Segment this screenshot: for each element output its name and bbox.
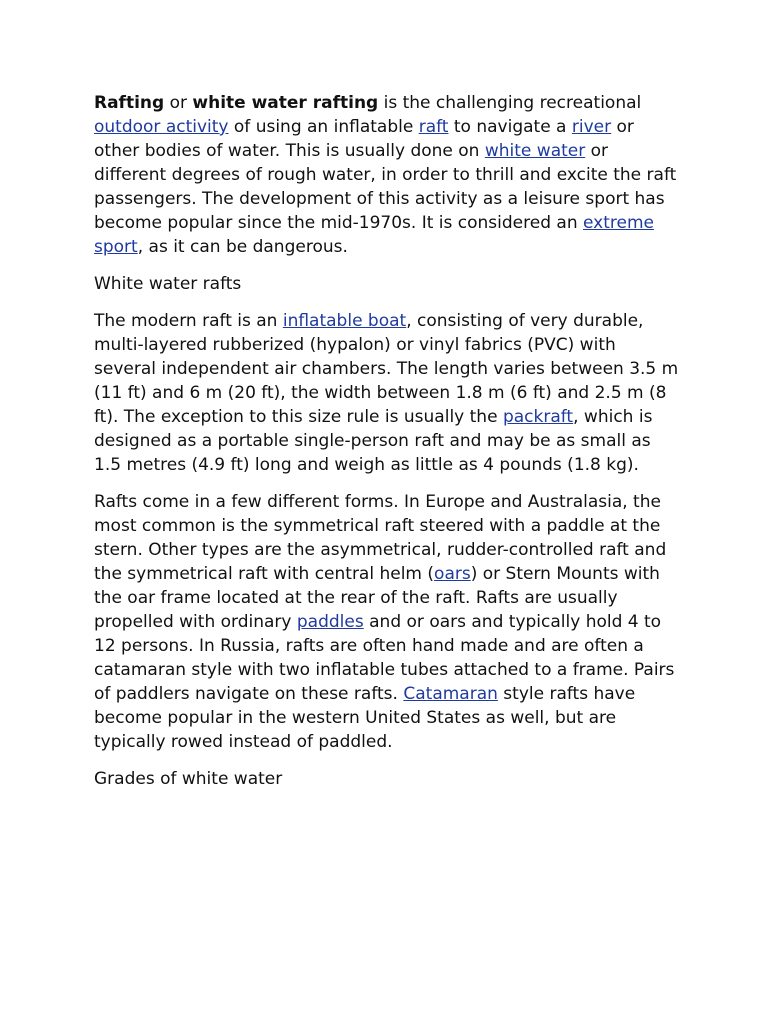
text-span: , consisting of very durable, multi-layered rubberized (hypalon) or vinyl fabrics (PVC) with several independent air chambers. The length varies between 3.5 m (11 ft) and 6 m (20 ft), the width between 1.8 m (6 ft) and 2.5 m (8 ft). The exception to this size rule is usually the (94, 311, 679, 427)
text-span: or other bodies of water. This is usually done on (94, 117, 634, 161)
text-span: ) or Stern Mounts with the oar frame located at the rear of the raft. Rafts are usually propelled with ordinary (94, 564, 660, 632)
text-span: and or oars and typically hold 4 to 12 persons. In Russia, rafts are often hand made and are often a catamaran style with two inflatable tubes attached to a frame. Pairs of paddlers navigate on these rafts. (94, 612, 675, 704)
text-span: or different degrees of rough water, in order to thrill and excite the raft passengers. The development of this activity as a leisure sport has become popular since the mid-1970s. It is considered an (94, 141, 677, 233)
link-inflatable-boat[interactable]: inflatable boat (282, 311, 407, 331)
section-heading-grades-of-white-water (94, 767, 680, 791)
text-span: to navigate a (448, 117, 572, 137)
section-heading-white-water-rafts (94, 272, 680, 296)
heading-text: Grades of white water (94, 769, 283, 789)
term-rafting: Rafting (94, 93, 165, 113)
text-span: is the challenging recreational (378, 93, 642, 113)
link-packraft[interactable]: packraft (502, 407, 574, 427)
text-span: , as it can be dangerous. (137, 237, 348, 257)
heading-text: White water rafts (94, 274, 242, 294)
text-span: Rafts come in a few different forms. In Europe and Australasia, the most common is the symmetrical raft steered with a paddle at the stern. Other types are the asymmetrical, rudder-controlled raft and the symmetrical raft with central helm ( (94, 492, 667, 584)
link-paddles[interactable]: paddles (296, 612, 364, 632)
text-span: style rafts have become popular in the western United States as well, but are typically rowed instead of paddled. (94, 684, 636, 752)
link-outdoor-activity[interactable]: outdoor activity (94, 117, 229, 137)
link-catamaran[interactable]: Catamaran (403, 684, 498, 704)
text-span: or (164, 93, 193, 113)
link-oars[interactable]: oars (434, 564, 471, 584)
link-raft[interactable]: raft (418, 117, 449, 137)
link-white-water[interactable]: white water (484, 141, 586, 161)
text-span: of using an inflatable (228, 117, 419, 137)
modern-raft-paragraph (94, 309, 680, 477)
text-span: The modern raft is an (94, 311, 283, 331)
raft-forms-paragraph (94, 490, 680, 754)
text-span: , which is designed as a portable single-person raft and may be as small as 1.5 metres (4.9 ft) long and weigh as little as 4 pounds (1.8 kg). (94, 407, 653, 475)
intro-paragraph (94, 91, 680, 259)
document-page (94, 91, 680, 804)
term-white-water-rafting: white water rafting (192, 93, 379, 113)
link-river[interactable]: river (571, 117, 612, 137)
link-extreme-sport[interactable]: extreme sport (94, 213, 654, 257)
